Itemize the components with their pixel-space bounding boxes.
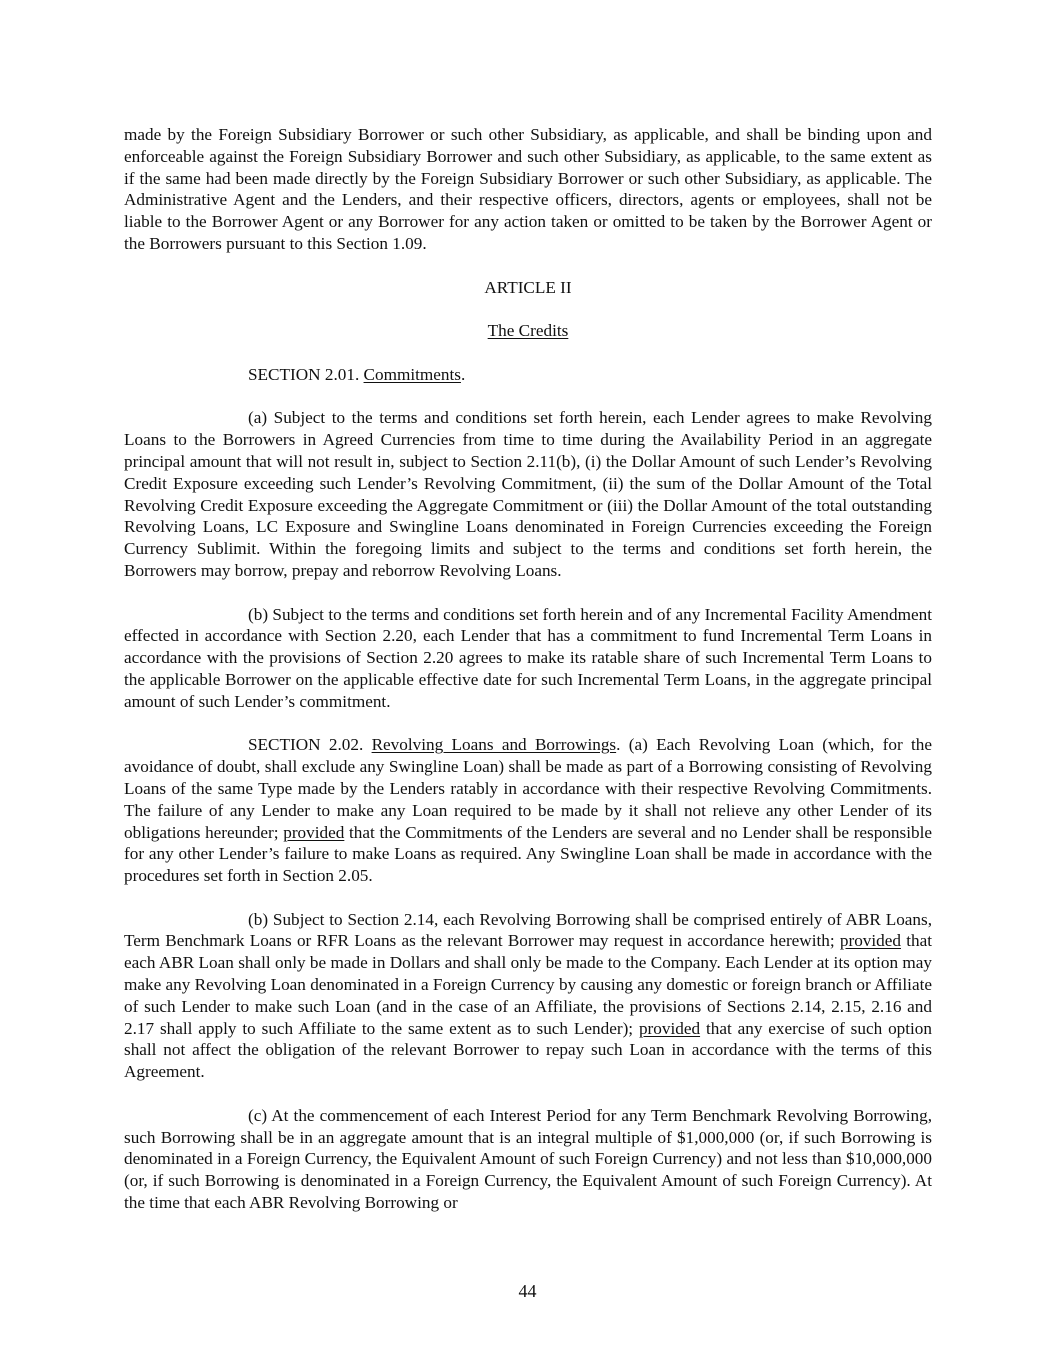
section-2-01-b: (b) Subject to the terms and conditions set forth herein and of any Incremental Facility Amendment effected in accordance with Section 2.20, each Lender that has a commitment to fund Incremental Term Loans in accordance with the provisions of Section 2.20 agrees to make its ratable share of such Incremental Term Loans to the applicable Borrower on the applicable effective date for such Incremental Term Loans, in the aggregate principal amount of such Lender’s commitment. [124,604,932,711]
article-title-text: The Credits [487,321,569,341]
section-2-02-a-text-2: that the Commitments of the Lenders are several and no Lender shall be responsible for any other Lender’s failure to make Loans as required. Any Swingline Loan shall be made in accordance with the procedures set forth in Section 2.05. [124,822,932,886]
section-2-01-period: . [460,364,466,384]
intro-paragraph: made by the Foreign Subsidiary Borrower or such other Subsidiary, as applicable, and shall be binding upon and enforceable against the Foreign Subsidiary Borrower and such other Subsidiary, as applicable, to the same extent as if the same had been made directly by the Foreign Subsidiary Borrower or such other Subsidiary, as applicable. The Administrative Agent and the Lenders, and their respective officers, directors, agents or employees, shall not be liable to the Borrower Agent or any Borrower for any action taken or omitted to be taken by the Borrower Agent or the Borrowers pursuant to this Section 1.09. [124,125,932,253]
section-2-01-a: (a) Subject to the terms and conditions set forth herein, each Lender agrees to make Revolving Loans to the Borrowers in Agreed Currencies from time to time during the Availability Period in an aggregate principal amount that will not result in, subject to Section 2.11(b), (i) the Dollar Amount of such Lender’s Revolving Credit Exposure exceeding such Lender’s Revolving Commitment, (ii) the sum of the Dollar Amount of the Total Revolving Credit Exposure exceeding the Aggregate Commitment or (iii) the Dollar Amount of the total outstanding Revolving Loans, LC Exposure and Swingline Loans denominated in Foreign Currencies exceeding the Foreign Currency Sublimit. Within the foregoing limits and subject to the terms and conditions set forth herein, the Borrowers may borrow, prepay and reborrow Revolving Loans. [124,408,932,580]
section-2-02-b-text-3: that any exercise of such option shall not affect the obligation of the relevant Borrower to repay such Loan in accordance with the terms of this Agreement. [124,1018,932,1082]
section-2-01-number: SECTION 2.01. [248,364,364,384]
section-2-01-title: Commitments [363,364,461,384]
section-2-01-heading [124,364,932,386]
section-2-02-b-text-2: that each ABR Loan shall only be made in Dollars and shall only be made to the Company. Each Lender at its option may make any Revolving Loan denominated in a Foreign Currency by causing any domestic or foreign branch or Affiliate of such Lender to make such Loan (and in the case of an Affiliate, the provisions of Sections 2.14, 2.15, 2.16 and 2.17 shall apply to such Affiliate to the same extent as to such Lender); [124,931,932,1038]
provided-term: provided [839,931,901,951]
document-page [124,124,932,1214]
provided-term: provided [283,822,345,842]
section-2-02-a-text-1: . (a) Each Revolving Loan (which, for the avoidance of doubt, shall exclude any Swingline Loan) shall be made as part of a Borrowing consisting of Revolving Loans of the same Type made by the Lenders ratably in accordance with their respective Revolving Commitments. The failure of any Lender to make any Loan required to be made by it shall not relieve any other Lender of its obligations hereunder; [124,735,932,842]
provided-term: provided [638,1018,701,1038]
section-2-02-title: Revolving Loans and Borrowings [371,735,617,755]
section-2-02-number: SECTION 2.02. [248,735,372,755]
page-number: 44 [518,1281,537,1301]
article-heading: ARTICLE II [484,277,572,297]
section-2-02-b-text-1: (b) Subject to Section 2.14, each Revolving Borrowing shall be comprised entirely of ABR Loans, Term Benchmark Loans or RFR Loans as the relevant Borrower may request in accordance herewith; [124,909,932,951]
section-2-02-c: (c) At the commencement of each Interest Period for any Term Benchmark Revolving Borrowing, such Borrowing shall be in an aggregate amount that is an integral multiple of $1,000,000 (or, if such Borrowing is denominated in a Foreign Currency, the Equivalent Amount of such Foreign Currency) and not less than $10,000,000 (or, if such Borrowing is denominated in a Foreign Currency, the Equivalent Amount of such Foreign Currency). At the time that each ABR Revolving Borrowing or [124,1105,932,1213]
article-title [124,320,932,342]
section-2-02-b [124,909,932,1083]
section-2-02-a [124,734,932,887]
